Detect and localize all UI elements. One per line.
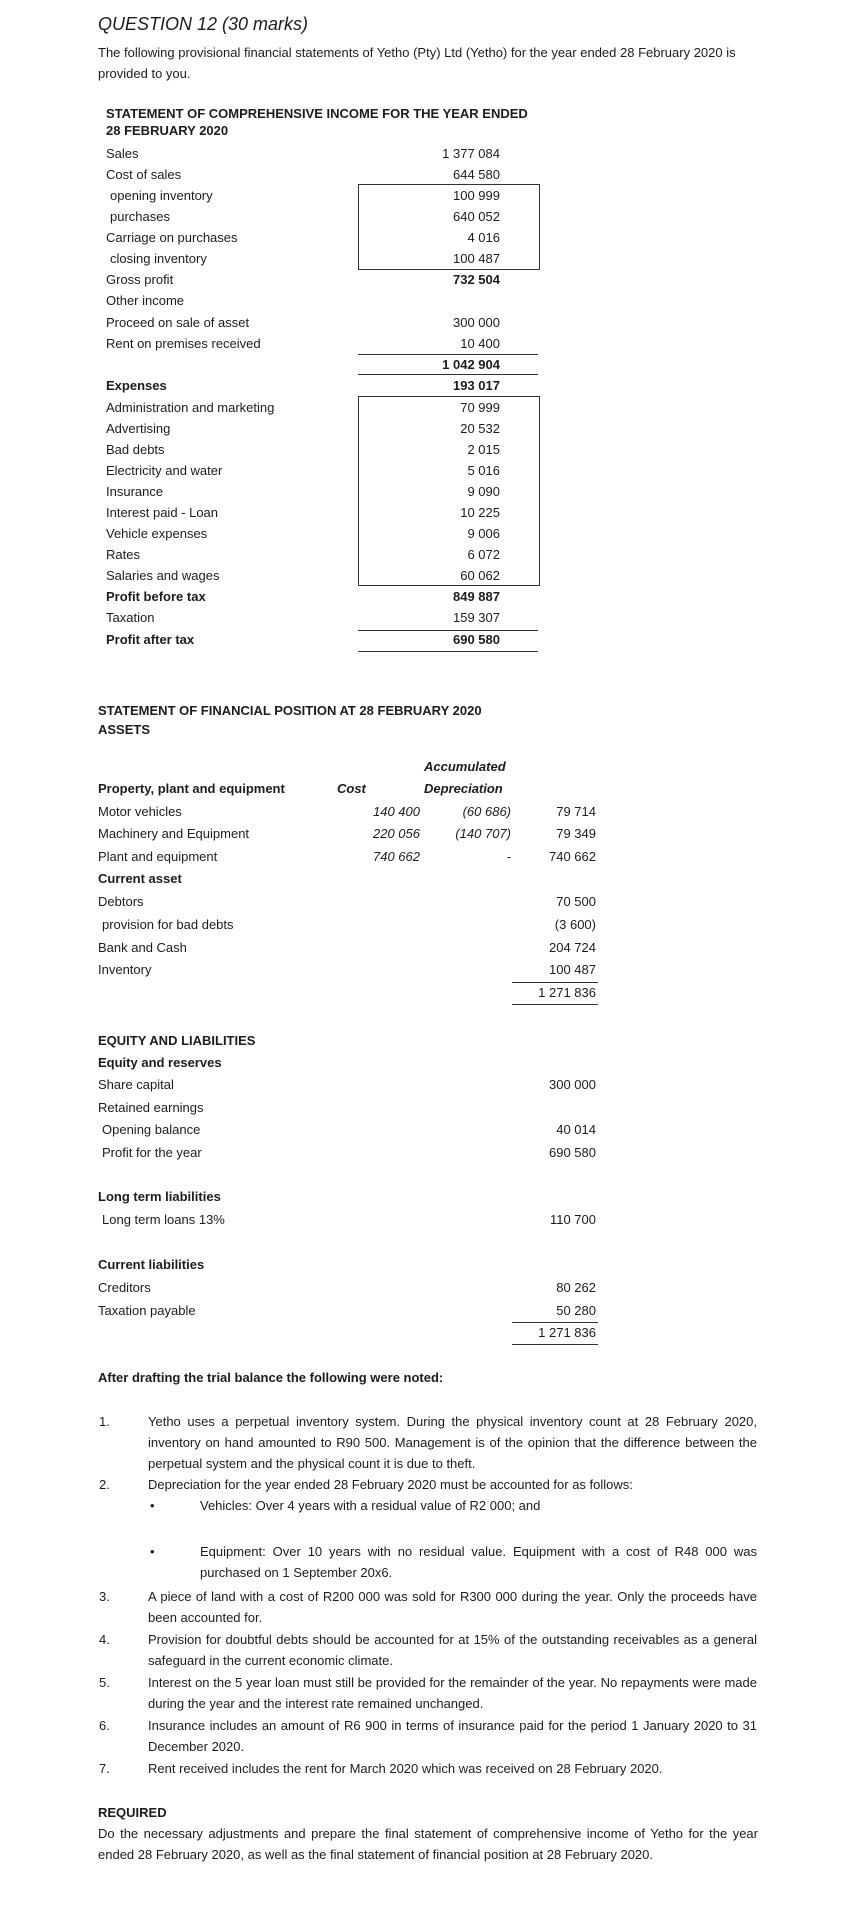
col-accumulated: Accumulated [424, 759, 506, 774]
note-number: 6. [99, 1718, 110, 1733]
share-capital-value: 300 000 [549, 1077, 596, 1092]
is-row-label: Sales [106, 146, 139, 161]
is-row-value: 159 307 [453, 610, 500, 625]
question-intro: The following provisional financial statements of Yetho (Pty) Ltd (Yetho) for the year ended 28 February 2020 is provided to you. [98, 45, 736, 81]
lt-liabilities-heading: Long term liabilities [98, 1189, 221, 1204]
ppe-row-dep: (60 686) [462, 804, 511, 819]
note-number: 7. [99, 1761, 110, 1776]
notes-heading: After drafting the trial balance the following were noted: [98, 1370, 444, 1385]
rule-assets [512, 982, 598, 983]
is-row-value: 9 006 [467, 526, 500, 541]
is-row-label: Taxation [106, 610, 155, 625]
ppe-row-dep: - [506, 849, 511, 864]
lt-loans-value: 110 700 [549, 1212, 596, 1227]
is-row-label: Carriage on purchases [106, 230, 238, 245]
cost-of-sales-box [358, 184, 540, 270]
tax-payable-value: 50 280 [556, 1303, 596, 1318]
bullet-text: Equipment: Over 10 years with no residual value. Equipment with a cost of R48 000 was purchased on 1 September 20x6. [200, 1544, 757, 1580]
is-row-value: 732 504 [453, 272, 500, 287]
ppe-row-net: 740 662 [549, 849, 596, 864]
lt-loans-label: Long term loans 13% [102, 1212, 225, 1227]
note-text: Depreciation for the year ended 28 February 2020 must be accounted for as follows: [148, 1477, 633, 1492]
el-total: 1 271 836 [538, 1325, 596, 1340]
is-row-value: 70 999 [460, 400, 500, 415]
assets-total: 1 271 836 [538, 985, 596, 1000]
is-row-label: Profit after tax [106, 632, 195, 647]
rule-assets-total [512, 1004, 598, 1005]
is-row-label: Salaries and wages [106, 568, 220, 583]
ppe-row-label: Machinery and Equipment [98, 826, 250, 841]
assets-heading: ASSETS [98, 722, 151, 737]
required-text: Do the necessary adjustments and prepare the final statement of comprehensive income of Yetho for the year ended 28 February 2020, as well as the final statement of financial position at 28 February 2020. [98, 1826, 758, 1862]
rule-subtotal [358, 374, 538, 375]
question-title: QUESTION 12 (30 marks) [98, 14, 309, 34]
is-row-value: 20 532 [460, 421, 500, 436]
rule-liabilities [512, 1322, 598, 1323]
current-asset-value: 70 500 [556, 894, 596, 909]
is-row-label: Advertising [106, 421, 171, 436]
is-row-value: 690 580 [453, 632, 500, 647]
expenses-box [358, 396, 540, 586]
current-asset-heading: Current asset [98, 871, 182, 886]
ppe-row-dep: (140 707) [455, 826, 511, 841]
bullet-text: Vehicles: Over 4 years with a residual value of R2 000; and [200, 1498, 541, 1513]
is-row-value: 644 580 [453, 167, 500, 182]
is-row-label: Profit before tax [106, 589, 206, 604]
note-number: 2. [99, 1477, 110, 1492]
is-row-label: Rates [106, 547, 140, 562]
is-row-value: 10 400 [460, 336, 500, 351]
current-asset-value: 100 487 [549, 962, 596, 977]
is-row-value: 849 887 [453, 589, 500, 604]
note-number: 1. [99, 1414, 110, 1429]
is-row-label: closing inventory [110, 251, 207, 266]
is-row-value: 193 017 [453, 378, 500, 393]
is-row-label: Proceed on sale of asset [106, 315, 250, 330]
col-cost: Cost [337, 781, 366, 796]
bullet-icon: • [150, 1544, 155, 1559]
is-row-label: Expenses [106, 378, 167, 393]
ppe-row-cost: 220 056 [373, 826, 420, 841]
is-row-label: purchases [110, 209, 170, 224]
current-asset-value: 204 724 [549, 940, 596, 955]
rule-taxation [358, 630, 538, 631]
note-text: A piece of land with a cost of R200 000 was sold for R300 000 during the year. Only the proceeds have been accounted for. [148, 1589, 757, 1625]
income-statement-subheading: 28 FEBRUARY 2020 [106, 123, 229, 138]
creditors-label: Creditors [98, 1280, 151, 1295]
rule-profit-after-tax [358, 651, 538, 652]
is-row-label: Other income [106, 293, 185, 308]
retained-earnings-label: Retained earnings [98, 1100, 204, 1115]
is-row-label: Electricity and water [106, 463, 223, 478]
is-row-label: Gross profit [106, 272, 174, 287]
is-row-value: 100 999 [453, 188, 500, 203]
is-row-label: Vehicle expenses [106, 526, 208, 541]
required-label: REQUIRED [98, 1805, 167, 1820]
current-liabilities-heading: Current liabilities [98, 1257, 205, 1272]
ppe-row-cost: 740 662 [373, 849, 420, 864]
tax-payable-label: Taxation payable [98, 1303, 196, 1318]
is-row-value: 5 016 [467, 463, 500, 478]
opening-balance-value: 40 014 [556, 1122, 596, 1137]
current-asset-label: Bank and Cash [98, 940, 187, 955]
is-row-value: 9 090 [467, 484, 500, 499]
equity-liab-heading: EQUITY AND LIABILITIES [98, 1033, 256, 1048]
is-row-value: 100 487 [453, 251, 500, 266]
is-row-value: 10 225 [460, 505, 500, 520]
is-row-value: 2 015 [467, 442, 500, 457]
is-row-value: 300 000 [453, 315, 500, 330]
current-asset-label: Inventory [98, 962, 152, 977]
bullet-icon: • [150, 1498, 155, 1513]
is-row-value: 1 042 904 [442, 357, 500, 372]
ppe-row-net: 79 714 [556, 804, 596, 819]
ppe-row-label: Motor vehicles [98, 804, 182, 819]
share-capital-label: Share capital [98, 1077, 174, 1092]
is-row-label: Insurance [106, 484, 164, 499]
is-row-value: 640 052 [453, 209, 500, 224]
note-text: Provision for doubtful debts should be accounted for at 15% of the outstanding receivables as a general safeguard in the current economic climate. [148, 1632, 757, 1668]
is-row-label: Cost of sales [106, 167, 182, 182]
current-asset-value: (3 600) [554, 917, 596, 932]
sfp-heading: STATEMENT OF FINANCIAL POSITION AT 28 FEBRUARY 2020 [98, 703, 482, 718]
current-asset-label: Debtors [98, 894, 144, 909]
note-number: 3. [99, 1589, 110, 1604]
note-text: Rent received includes the rent for March 2020 which was received on 28 February 2020. [148, 1761, 663, 1776]
is-row-label: Bad debts [106, 442, 165, 457]
is-row-value: 6 072 [467, 547, 500, 562]
note-text: Yetho uses a perpetual inventory system. During the physical inventory count at 28 February 2020, inventory on hand amounted to R90 500. Management is of the opinion that the difference between the perpetual system and the physical count it is due to theft. [148, 1414, 757, 1471]
income-statement-heading: STATEMENT OF COMPREHENSIVE INCOME FOR THE YEAR ENDED [106, 106, 528, 121]
equity-reserves-heading: Equity and reserves [98, 1055, 222, 1070]
creditors-value: 80 262 [556, 1280, 596, 1295]
is-row-label: opening inventory [110, 188, 213, 203]
col-depreciation: Depreciation [424, 781, 503, 796]
is-row-label: Administration and marketing [106, 400, 275, 415]
rule-el-total [512, 1344, 598, 1345]
is-row-label: Rent on premises received [106, 336, 261, 351]
ppe-row-label: Plant and equipment [98, 849, 218, 864]
is-row-value: 4 016 [467, 230, 500, 245]
rule-rent [358, 354, 538, 355]
ppe-row-cost: 140 400 [373, 804, 420, 819]
profit-year-value: 690 580 [549, 1145, 596, 1160]
note-number: 5. [99, 1675, 110, 1690]
note-number: 4. [99, 1632, 110, 1647]
opening-balance-label: Opening balance [102, 1122, 201, 1137]
profit-year-label: Profit for the year [102, 1145, 202, 1160]
is-row-label: Interest paid - Loan [106, 505, 219, 520]
is-row-value: 1 377 084 [442, 146, 500, 161]
ppe-heading: Property, plant and equipment [98, 781, 285, 796]
note-text: Insurance includes an amount of R6 900 in terms of insurance paid for the period 1 January 2020 to 31 December 2020. [148, 1718, 757, 1754]
ppe-row-net: 79 349 [556, 826, 596, 841]
note-text: Interest on the 5 year loan must still be provided for the remainder of the year. No repayments were made during the year and the interest rate remained unchanged. [148, 1675, 757, 1711]
is-row-value: 60 062 [460, 568, 500, 583]
current-asset-label: provision for bad debts [102, 917, 234, 932]
